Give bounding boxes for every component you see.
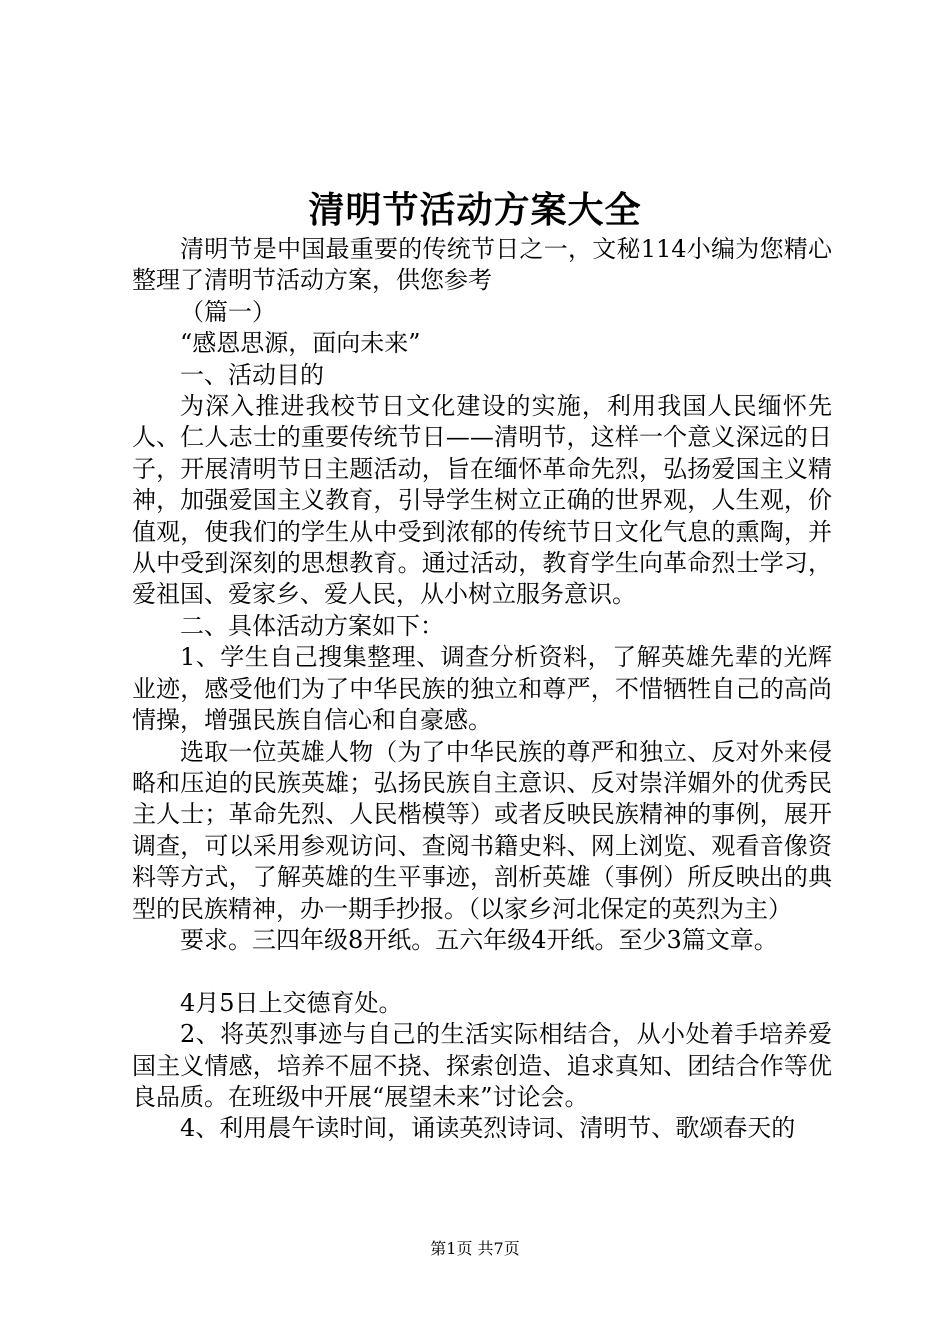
section-label: （篇一） [180, 297, 276, 326]
document-title: 清明节活动方案大全 [308, 189, 642, 231]
plan-item-4: 4、利用晨午读时间，诵读英烈诗词、清明节、歌颂春天的 [180, 1114, 796, 1143]
purpose-paragraph: 为深入推进我校节日文化建设的实施，利用我国人民缅怀先人、仁人志士的重要传统节日——清明节，这样一个意义深远的日子，开展清明节日主题活动，旨在缅怀革命先烈，弘扬爱国主义精神，加强爱国主义教育，引导学生树立正确的世界观，人生观，价值观，使我们的学生从中受到浓郁的传统节日文化气息的熏陶，并从中受到深刻的思想教育。通过活动，教育学生向革命烈士学习，爱祖国、爱家乡、爱人民，从小树立服务意识。 [132, 392, 832, 609]
page-number: 第1页 共7页 [430, 1239, 520, 1258]
plan-item-1-detail: 选取一位英雄人物（为了中华民族的尊严和独立、反对外来侵略和压迫的民族英雄；弘扬民族自主意识、反对崇洋媚外的优秀民主人士；革命先烈、人民楷模等）或者反映民族精神的事例，展开调查，可以采用参观访问、查阅书籍史料、网上浏览、观看音像资料等方式，了解英雄的生平事迹，剖析英雄（事例）所反映出的典型的民族精神，办一期手抄报。（以家乡河北保定的英烈为主） [132, 737, 832, 923]
document-body [132, 234, 832, 1145]
theme-line: “感恩思源，面向未来” [180, 329, 421, 358]
intro-paragraph: 清明节是中国最重要的传统节日之一，文秘114小编为您精心整理了清明节活动方案，供您参考 [132, 235, 832, 295]
heading-purpose: 一、活动目的 [180, 360, 324, 389]
blank-line [132, 956, 832, 987]
deadline-line: 4月5日上交德育处。 [180, 988, 403, 1017]
heading-plan: 二、具体活动方案如下： [180, 611, 444, 640]
plan-item-1: 1、学生自己搜集整理、调查分析资料，了解英雄先辈的光辉业迹，感受他们为了中华民族的独立和尊严，不惜牺牲自己的高尚情操，增强民族自信心和自豪感。 [132, 643, 832, 735]
requirements-line: 要求。三四年级8开纸。五六年级4开纸。至少3篇文章。 [180, 925, 778, 954]
plan-item-2: 2、将英烈事迹与自己的生活实际相结合，从小处着手培养爱国主义情感，培养不屈不挠、探索创造、追求真知、团结合作等优良品质。在班级中开展“展望未来”讨论会。 [132, 1020, 832, 1111]
